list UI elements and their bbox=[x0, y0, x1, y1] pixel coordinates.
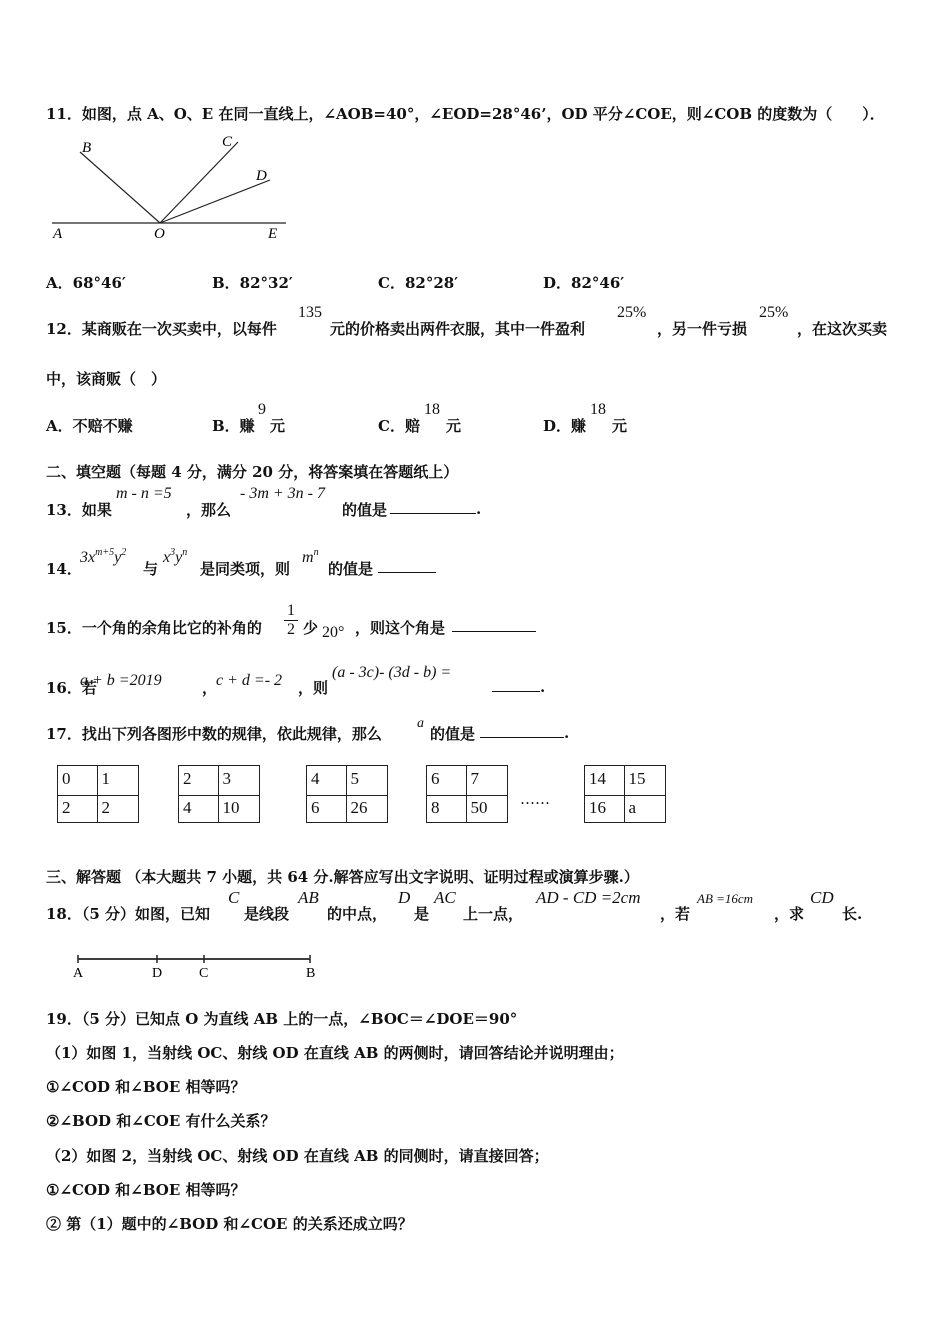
q12-stem-d: ，在这次买卖 bbox=[797, 320, 888, 338]
q17-grid-cell: 6 bbox=[311, 798, 320, 817]
q19-line-6: ①∠COD 和∠BOE 相等吗？ bbox=[46, 1181, 246, 1199]
label-E: E bbox=[268, 226, 278, 242]
q14-answer[interactable] bbox=[378, 558, 436, 577]
q12-price: 135 bbox=[298, 304, 322, 321]
q12-option-c-pre: C．赔 bbox=[378, 417, 420, 435]
q18-t7: 长. bbox=[842, 905, 863, 923]
q13-condition: m - n =5 bbox=[116, 485, 172, 502]
q18-t1: 是线段 bbox=[244, 905, 290, 923]
q17-grid-3 bbox=[306, 765, 388, 823]
q18-t5: ，若 bbox=[660, 905, 691, 923]
q12-option-d-num: 18 bbox=[590, 401, 606, 418]
q12-option-b-pre: B．赚 bbox=[212, 417, 255, 435]
q13-answer[interactable]: . bbox=[390, 499, 481, 518]
q17-post: 的值是 bbox=[430, 725, 476, 743]
q17-grid-cell: 2 bbox=[183, 769, 192, 788]
q17-grid-cell: 4 bbox=[311, 769, 320, 788]
q14-mn: $m^n$ bbox=[302, 547, 319, 566]
ray-OD bbox=[160, 180, 270, 223]
q18-t3: 是 bbox=[414, 905, 430, 923]
q18-eq1: AD - CD =2cm bbox=[536, 888, 641, 907]
q11-option-a: A．68°46′ bbox=[46, 274, 126, 292]
q16-cond1: a + b =2019 bbox=[80, 672, 162, 689]
q16-sep: ， bbox=[202, 679, 218, 697]
q18-AB: AB bbox=[298, 888, 319, 907]
q17-grid-2 bbox=[178, 765, 260, 823]
q12-option-a: A．不赔不赚 bbox=[46, 417, 133, 435]
q14-mid: 是同类项，则 bbox=[200, 560, 291, 578]
q11-stem: 11．如图，点 A、O、E 在同一直线上，∠AOB=40°，∠EOD=28°46’，OD 平分∠COE，则∠COB 的度数为（ ）． bbox=[46, 105, 885, 123]
q18-AC: AC bbox=[434, 888, 456, 907]
q13-post: 的值是 bbox=[342, 501, 388, 519]
q12-option-d-pre: D．赚 bbox=[543, 417, 587, 435]
q18-eq2: AB =16cm bbox=[697, 891, 754, 906]
q18-C: C bbox=[228, 888, 240, 907]
q11-option-b: B．82°32′ bbox=[212, 274, 293, 292]
q17-grid-cell: 26 bbox=[350, 798, 368, 817]
q16-cond2: c + d =- 2 bbox=[216, 672, 283, 689]
seg-label-B: B bbox=[306, 966, 316, 981]
q18-pre: 18．（5 分）如图，已知 bbox=[46, 905, 211, 923]
q17-grid-cell: 2 bbox=[101, 798, 111, 817]
section3-heading: 三、解答题 （本大题共 7 小题，共 64 分.解答应写出文字说明、证明过程或演算步骤.） bbox=[46, 868, 639, 886]
q11-option-c: C．82°28′ bbox=[378, 274, 459, 292]
q17-grid-cell: 15 bbox=[628, 769, 646, 788]
q17-grid-5 bbox=[584, 765, 666, 823]
q17-grid-cell: 6 bbox=[431, 769, 440, 788]
q17-grid-cell: 7 bbox=[470, 769, 480, 788]
q17-grid-cell: 0 bbox=[62, 769, 71, 788]
q12-stem-b: 元的价格卖出两件衣服，其中一件盈利 bbox=[330, 320, 586, 338]
q17-grid-cell: 16 bbox=[589, 798, 606, 817]
q18-t6: ，求 bbox=[774, 905, 805, 923]
q12-stem-c: ，另一件亏损 bbox=[657, 320, 748, 338]
q14-pre: 14． bbox=[46, 560, 82, 578]
q12-option-c-post: 元 bbox=[446, 417, 462, 435]
q18-segment-figure bbox=[68, 950, 328, 982]
q16-answer[interactable]: . bbox=[492, 677, 545, 696]
q17-ellipsis: …… bbox=[520, 790, 550, 808]
q18-t2: 的中点， bbox=[327, 905, 388, 923]
q18-D: D bbox=[398, 888, 411, 907]
q19-line-5: （2）如图 2，当射线 OC、射线 OD 在直线 AB 的同侧时，请直接回答； bbox=[46, 1147, 549, 1165]
q17-grid-cell: 14 bbox=[589, 769, 606, 788]
q15-mid: 少 bbox=[303, 619, 319, 637]
q14-term1: $3x^{m+5}y^2$ bbox=[80, 547, 127, 566]
q17-grid-1 bbox=[57, 765, 139, 823]
q17-grid-cell: 2 bbox=[62, 798, 71, 817]
q12-pct2: 25% bbox=[759, 304, 789, 321]
ray-OC bbox=[160, 142, 238, 223]
q19-line-2: （1）如图 1，当射线 OC、射线 OD 在直线 AB 的两侧时，请回答结论并说明理由； bbox=[46, 1044, 624, 1062]
q18-CD: CD bbox=[810, 888, 834, 907]
q17-grid-4 bbox=[426, 765, 508, 823]
q18-t4: 上一点， bbox=[463, 905, 524, 923]
q15-pre: 15．一个角的余角比它的补角的 bbox=[46, 619, 262, 637]
q13-pre: 13．如果 bbox=[46, 501, 112, 519]
q17-grid-cell: 1 bbox=[101, 769, 111, 788]
q12-pct1: 25% bbox=[617, 304, 647, 321]
q17-grid-cell: 8 bbox=[431, 798, 440, 817]
q17-grid-cell: 5 bbox=[350, 769, 360, 788]
q15-fraction: 1 2 bbox=[284, 602, 298, 639]
q15-degree: 20° bbox=[322, 624, 345, 641]
seg-label-D: D bbox=[152, 966, 163, 981]
q11-angle-figure bbox=[50, 130, 300, 245]
q19-line-1: 19．（5 分）已知点 O 为直线 AB 上的一点，∠BOC＝∠DOE＝90° bbox=[46, 1010, 518, 1028]
label-B: B bbox=[82, 140, 92, 156]
section2-heading: 二、填空题（每题 4 分，满分 20 分，将答案填在答题纸上） bbox=[46, 463, 459, 481]
q12-option-b-num: 9 bbox=[258, 401, 266, 418]
label-D: D bbox=[256, 168, 267, 184]
q17-answer[interactable]: . bbox=[480, 723, 569, 742]
q12-option-d-post: 元 bbox=[612, 417, 628, 435]
label-C: C bbox=[222, 134, 233, 150]
q14-with: 与 bbox=[143, 560, 159, 578]
q15-answer[interactable] bbox=[452, 617, 536, 636]
q19-line-4: ②∠BOD 和∠COE 有什么关系？ bbox=[46, 1112, 276, 1130]
q13-mid: ，那么 bbox=[186, 501, 232, 519]
seg-label-C: C bbox=[199, 966, 209, 981]
q17-grid-cell: 10 bbox=[222, 798, 240, 817]
q15-post: ，则这个角是 bbox=[355, 619, 446, 637]
q16-expression: (a - 3c)- (3d - b) = bbox=[332, 664, 452, 681]
q17-grid-cell: 3 bbox=[222, 769, 232, 788]
q17-var: a bbox=[417, 716, 424, 731]
q14-post: 的值是 bbox=[328, 560, 374, 578]
label-O: O bbox=[154, 226, 165, 242]
q12-stem-a: 12．某商贩在一次买卖中，以每件 bbox=[46, 320, 277, 338]
q17-grid-cell: 4 bbox=[183, 798, 192, 817]
q11-option-d: D．82°46′ bbox=[543, 274, 625, 292]
q17-pre: 17．找出下列各图形中数的规律，依此规律，那么 bbox=[46, 725, 382, 743]
q12-stem-e: 中，该商贩（ ） bbox=[46, 370, 167, 388]
seg-label-A: A bbox=[73, 966, 84, 981]
q13-expression: - 3m + 3n - 7 bbox=[240, 485, 326, 502]
q14-term2: $x^3y^n$ bbox=[163, 547, 188, 566]
q17-grid-cell: a bbox=[628, 798, 637, 817]
q12-option-c-num: 18 bbox=[424, 401, 440, 418]
q16-mid: ，则 bbox=[298, 679, 329, 697]
q16-pre: 16．若 bbox=[46, 679, 97, 697]
q17-grid-cell: 50 bbox=[470, 798, 488, 817]
q12-option-b-post: 元 bbox=[270, 417, 286, 435]
label-A: A bbox=[53, 226, 63, 242]
q19-line-7: ② 第（1）题中的∠BOD 和∠COE 的关系还成立吗？ bbox=[46, 1215, 413, 1233]
ray-OB bbox=[80, 152, 160, 223]
q19-line-3: ①∠COD 和∠BOE 相等吗？ bbox=[46, 1078, 246, 1096]
